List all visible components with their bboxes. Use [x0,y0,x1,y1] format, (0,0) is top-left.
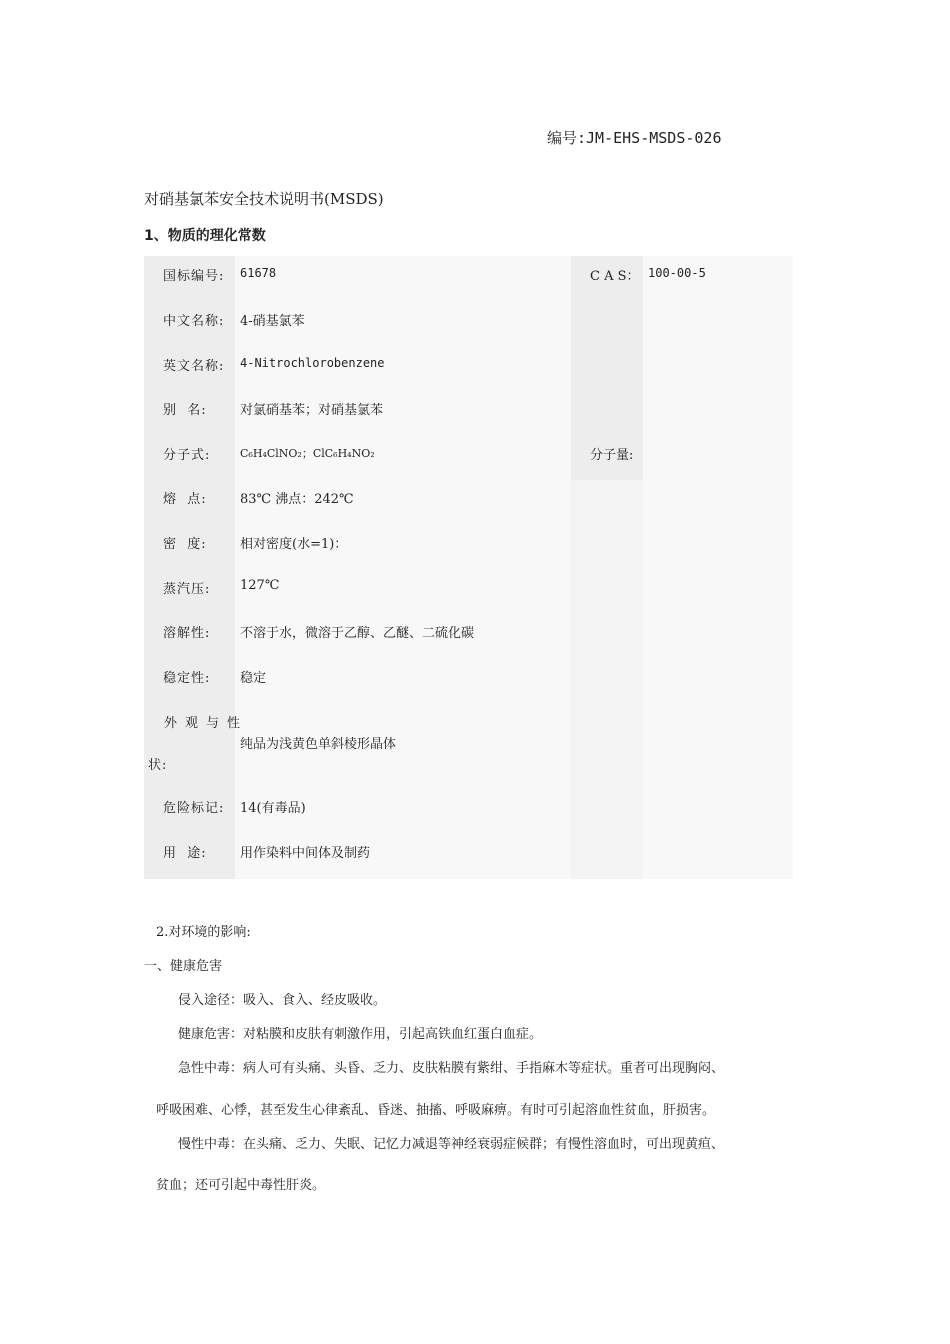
molecular-weight-label: 分子量: [590,448,634,463]
paragraph-health-hazard: 健康危害：对粘膜和皮肤有刺激作用，引起高铁血红蛋白血症。 [178,1027,543,1042]
row-value-chinese-name: 4-硝基氯苯 [240,314,305,329]
document-number: 编号:JM-EHS-MSDS-026 [547,129,722,147]
row-value-density: 相对密度(水=1)： [240,537,348,552]
row-label-density: 密 度: [163,537,207,552]
row-value-usage: 用作染料中间体及制药 [240,846,371,861]
row-label-gb-number: 国标编号: [163,269,225,284]
row-label-formula: 分子式: [163,448,211,463]
paragraph-chronic-poisoning: 慢性中毒：在头痛、乏力、失眠、记忆力减退等神经衰弱症候群；有慢性溶血时，可出现黄疸、 [178,1137,725,1152]
row-label-vapor-pressure: 蒸汽压: [163,582,211,597]
properties-table [144,256,793,879]
row-label-melting-point: 熔 点: [163,492,207,507]
row-label-appearance-line1: 外观与性 [164,716,249,731]
row-label-hazard-mark: 危险标记: [163,801,225,816]
row-value-stability: 稳定 [240,671,267,686]
row-label-alias: 别 名: [163,403,207,418]
row-value-hazard-mark: 14(有毒品) [240,801,306,816]
value-column [235,256,571,879]
label-column [144,256,235,879]
document-title: 对硝基氯苯安全技术说明书(MSDS) [144,190,384,208]
row-label-appearance-line2: 状: [148,758,168,773]
row-value-solubility: 不溶于水，微溶于乙醇、乙醚、二硫化碳 [240,626,475,641]
paragraph-entry-route: 侵入途径：吸入、食入、经皮吸收。 [178,993,387,1008]
row-label-solubility: 溶解性: [163,626,211,641]
row-value-english-name: 4-Nitrochlorobenzene [240,356,385,370]
paragraph-chronic-poisoning-cont: 贫血；还可引起中毒性肝炎。 [156,1178,326,1193]
paragraph-acute-poisoning: 急性中毒：病人可有头痛、头昏、乏力、皮肤粘膜有紫绀、手指麻木等症状。重者可出现胸闷、 [178,1061,725,1076]
row-value-formula: C₆H₄ClNO₂；ClC₆H₄NO₂ [240,447,375,460]
row-label-chinese-name: 中文名称: [163,314,225,329]
secondary-label-column-lower [571,480,643,879]
secondary-value-column [643,256,793,879]
row-value-vapor-pressure: 127℃ [240,578,280,593]
row-value-melting-point: 83℃ 沸点：242℃ [240,492,354,507]
paragraph-acute-poisoning-cont: 呼吸困难、心悸，甚至发生心律紊乱、昏迷、抽搐、呼吸麻痹。有时可引起溶血性贫血，肝损害。 [156,1103,716,1118]
row-label-usage: 用 途: [163,846,207,861]
subheading-health-hazard: 一、健康危害 [144,959,223,974]
row-value-gb-number: 61678 [240,266,277,280]
section-heading-environment: 2.对环境的影响: [156,925,251,940]
cas-value: 100-00-5 [648,266,706,280]
cas-label: C A S： [590,269,640,284]
row-label-english-name: 英文名称: [163,359,225,374]
row-value-appearance: 纯品为浅黄色单斜棱形晶体 [240,737,397,752]
row-value-alias: 对氯硝基苯；对硝基氯苯 [240,403,384,418]
section-heading-properties: 1、物质的理化常数 [144,228,266,244]
row-label-stability: 稳定性: [163,671,211,686]
